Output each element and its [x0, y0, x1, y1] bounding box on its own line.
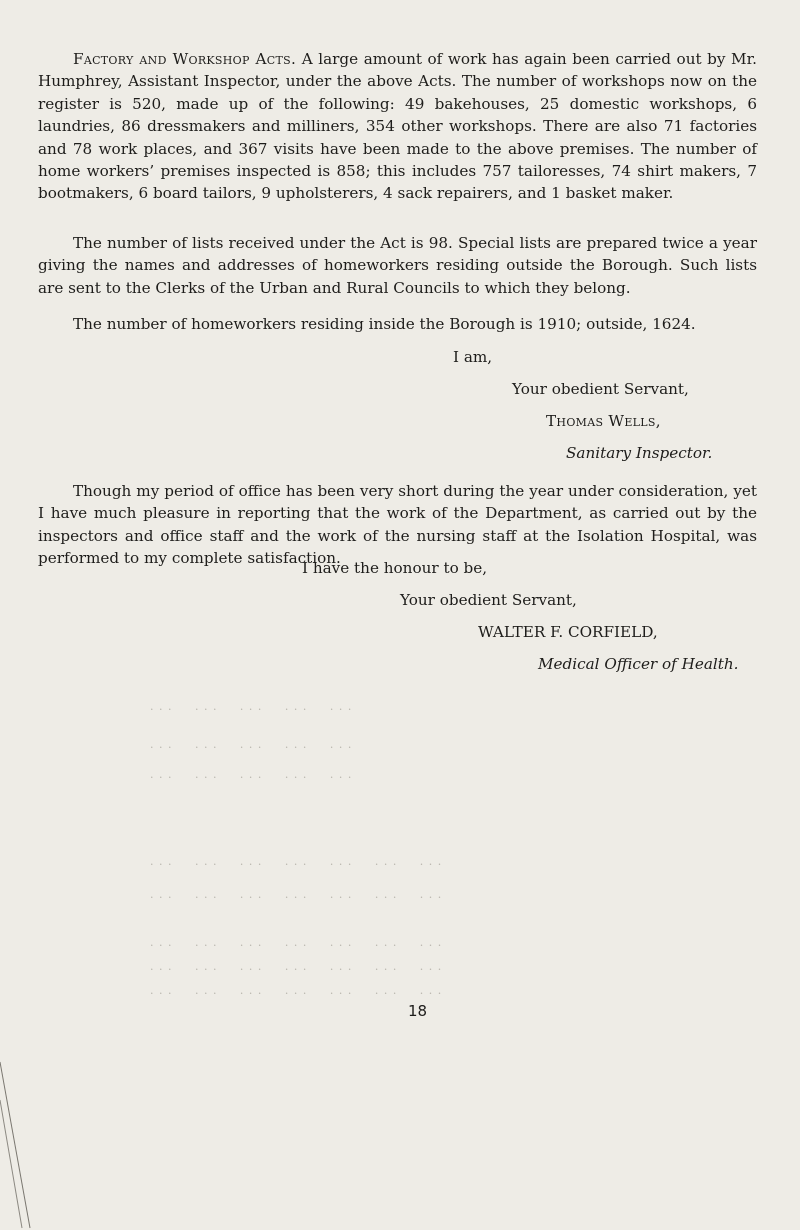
show-through-dots: . . . . . . . . . . . . . . . . . . . . .	[150, 936, 443, 949]
section-heading: Factory and Workshop Acts.	[73, 50, 297, 68]
factory-workshop-body: A large amount of work has again been carried out by Mr. Humphrey, Assistant Inspector, under the above Acts. The number of workshops now on the register is 520, made up of the following: 49 bakehouses, 25 domestic workshops, 6 laundries, 86 dressmakers and milliners, 354 other workshops. There are also 71 factories and 78 work places, and 367 visits have been made to the above premises. The number of home workers’ premises inspected is 858; this includes 757 tailoresses, 74 shirt makers, 7 bootmakers, 6 board tailors, 9 upholsterers, 4 sack repairers, and 1 basket maker.	[38, 50, 757, 203]
show-through-dots: . . . . . . . . . . . . . . .	[150, 738, 353, 751]
inspector-title: Sanitary Inspector.	[566, 444, 713, 462]
inspector-closing: I am,	[453, 348, 493, 366]
lists-section	[38, 232, 757, 299]
page-number: 18	[408, 1002, 428, 1020]
show-through-dots: . . . . . . . . . . . . . . .	[150, 700, 353, 713]
officer-title: Medical Officer of Health.	[538, 655, 739, 673]
closing-paragraph: Though my period of office has been very short during the year under consideration, yet I have much pleasure in reporting that the work of the Department, as carried out by the inspectors and office staff and the work of the nursing staff at the Isolation Hospital, was performed to my complete satisfaction.	[38, 482, 757, 568]
officer-salutation: Your obedient Servant,	[400, 591, 577, 609]
lists-paragraph: The number of lists received under the Act is 98. Special lists are prepared twice a year giving the names and addresses of homeworkers residing outside the Borough. Such lists are sent to the Clerks of the Urban and Rural Councils to which they belong.	[38, 234, 757, 297]
page-edge-mark	[0, 1060, 40, 1230]
factory-workshop-paragraph	[38, 48, 757, 205]
officer-closing: I have the honour to be,	[302, 559, 488, 577]
show-through-dots: . . . . . . . . . . . . . . . . . . . . .	[150, 888, 443, 901]
show-through-dots: . . . . . . . . . . . . . . . . . . . . .	[150, 960, 443, 973]
factory-workshop-section	[38, 48, 757, 205]
show-through-dots: . . . . . . . . . . . . . . . . . . . . .	[150, 855, 443, 868]
homeworkers-paragraph: The number of homeworkers residing inside the Borough is 1910; outside, 1624.	[73, 315, 696, 333]
inspector-name: Thomas Wells,	[546, 412, 661, 430]
homeworkers-section	[38, 313, 757, 335]
show-through-dots: . . . . . . . . . . . . . . .	[150, 768, 353, 781]
officer-name: WALTER F. CORFIELD,	[478, 623, 658, 641]
show-through-dots: . . . . . . . . . . . . . . . . . . . . .	[150, 984, 443, 997]
inspector-salutation: Your obedient Servant,	[512, 380, 689, 398]
